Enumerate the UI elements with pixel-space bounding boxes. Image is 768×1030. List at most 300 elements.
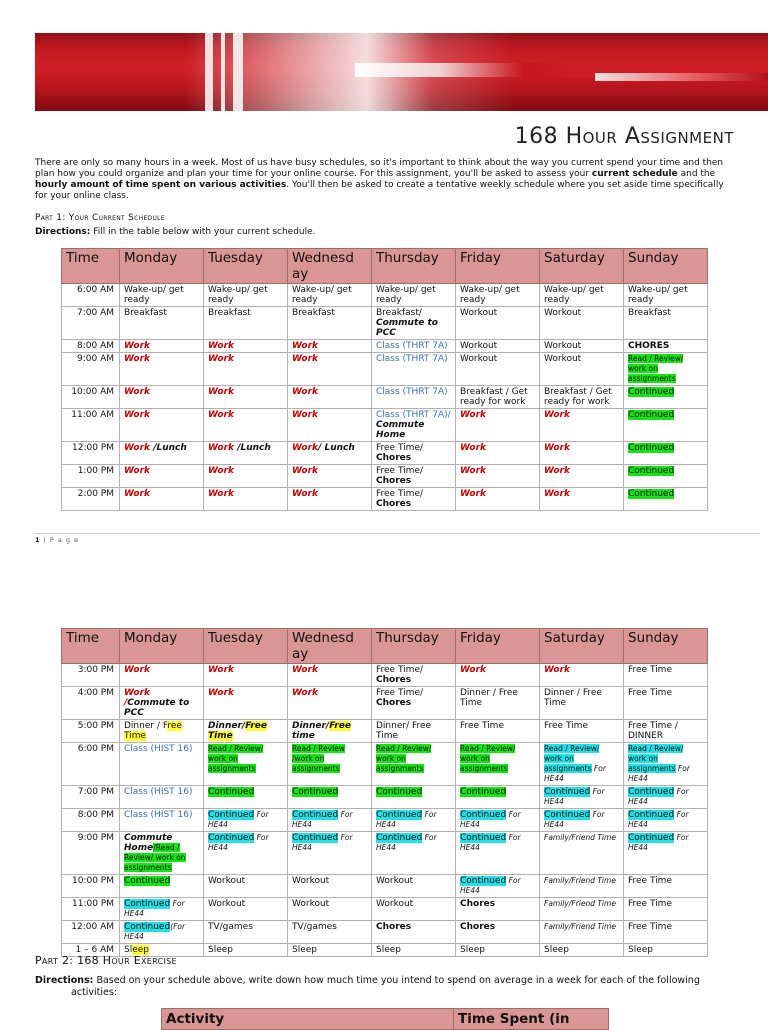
page-footer: 1 | P a g e <box>35 536 80 544</box>
cell-text: Free Time <box>628 899 672 909</box>
schedule-cell <box>288 875 372 898</box>
cell-text: eep <box>132 945 150 955</box>
table-row <box>62 809 708 832</box>
schedule-cell <box>204 720 288 743</box>
cell-text: Work <box>544 665 571 675</box>
schedule-cell <box>288 353 372 386</box>
cell-text: Work <box>124 466 151 476</box>
schedule-cell <box>372 687 456 720</box>
cell-text: For HE44 <box>208 810 269 829</box>
cell-text: Free Time / DINNER <box>628 721 678 741</box>
schedule-cell <box>456 284 540 307</box>
schedule-cell <box>540 307 624 340</box>
cell-text: Dinner/ <box>292 721 330 731</box>
cell-text: Work <box>292 354 319 364</box>
schedule-cell <box>120 743 204 786</box>
cell-text: Wake-up/ get ready <box>376 285 436 305</box>
time-cell: 8:00 AM <box>62 340 120 353</box>
cell-text: Chores <box>376 922 412 932</box>
cell-text: Continued <box>628 410 675 420</box>
cell-text: Continued <box>544 787 591 797</box>
cell-text: For HE44 <box>628 810 689 829</box>
cell-text: Work <box>292 387 319 397</box>
schedule-cell <box>204 307 288 340</box>
schedule-cell <box>540 488 624 511</box>
schedule-cell <box>204 898 288 921</box>
table-header-row <box>62 249 708 284</box>
cell-text: Work <box>124 387 151 397</box>
cell-text: Work <box>208 443 238 453</box>
schedule-cell <box>540 340 624 353</box>
schedule-cell <box>288 832 372 875</box>
schedule-cell <box>624 386 708 409</box>
intro-paragraph: There are only so many hours in a week. Most of us have busy schedules, so it's important to think about the way you current spend your time and then plan how you could organize and plan your time for your online course. For this assignment, you'll be asked to assess your current schedule and the hourly amount of time spent on various activities. You'll then be asked to create a tentative weekly schedule where you set aside time specifically for your online class. <box>35 158 724 201</box>
schedule-cell <box>624 921 708 944</box>
schedule-cell <box>288 386 372 409</box>
cell-text: Work <box>208 489 235 499</box>
table-row <box>62 743 708 786</box>
column-header-day: Thursday <box>372 249 456 284</box>
schedule-cell <box>456 743 540 786</box>
cell-text: Class (THRT 7A) <box>376 387 448 397</box>
column-header-day: Friday <box>456 629 540 664</box>
cell-text: Sleep <box>628 945 654 955</box>
banner-stripe <box>595 73 768 81</box>
cell-text: Free Time/ <box>376 443 424 453</box>
schedule-table-evening <box>61 628 708 957</box>
column-header-day: Saturday <box>540 629 624 664</box>
schedule-cell <box>288 307 372 340</box>
cell-text: Workout <box>292 899 330 909</box>
column-header-day: Sunday <box>624 629 708 664</box>
schedule-cell <box>204 809 288 832</box>
schedule-cell <box>120 340 204 353</box>
schedule-cell <box>372 386 456 409</box>
schedule-cell <box>204 340 288 353</box>
cell-text: Sleep <box>208 945 234 955</box>
cell-text: Wake-up/ get ready <box>124 285 184 305</box>
time-cell: 5:00 PM <box>62 720 120 743</box>
cell-text: Work <box>544 443 571 453</box>
schedule-cell <box>540 786 624 809</box>
table-row <box>62 307 708 340</box>
activity-table <box>161 1008 609 1030</box>
cell-text: Work <box>208 387 235 397</box>
table-header-row <box>62 629 708 664</box>
column-header-day: Wednesd ay <box>288 249 372 284</box>
cell-text: Family/Friend Time <box>544 899 616 908</box>
schedule-cell <box>204 284 288 307</box>
cell-text: For HE44 <box>544 764 606 783</box>
time-cell: 6:00 PM <box>62 743 120 786</box>
schedule-cell <box>540 409 624 442</box>
cell-text: For HE44 <box>460 876 521 895</box>
cell-text: Dinner / F <box>124 721 168 731</box>
schedule-cell <box>540 832 624 875</box>
cell-text: Continued <box>376 833 423 843</box>
cell-text: Free Time <box>544 721 588 731</box>
cell-text: Chores <box>376 453 412 463</box>
cell-text: Workout <box>376 899 414 909</box>
cell-text: Workout <box>460 354 498 364</box>
cell-text: Class (THRT 7A)/ <box>376 410 451 420</box>
cell-text: Family/Friend Time <box>544 833 616 842</box>
schedule-cell <box>120 875 204 898</box>
cell-text: / <box>124 698 128 708</box>
cell-text: Commute Home <box>376 420 425 440</box>
schedule-cell <box>372 465 456 488</box>
schedule-cell <box>456 442 540 465</box>
schedule-cell <box>120 832 204 875</box>
schedule-cell <box>456 409 540 442</box>
schedule-cell <box>540 284 624 307</box>
schedule-cell <box>372 664 456 687</box>
cell-text: Read / Review/ work on assignments <box>628 744 684 773</box>
cell-text: Work <box>292 489 319 499</box>
schedule-cell <box>204 832 288 875</box>
time-cell: 12:00 AM <box>62 921 120 944</box>
schedule-cell <box>456 720 540 743</box>
schedule-cell <box>204 875 288 898</box>
cell-text: For HE44 <box>460 810 521 829</box>
schedule-cell <box>540 687 624 720</box>
schedule-cell <box>204 386 288 409</box>
schedule-cell <box>624 832 708 875</box>
schedule-cell <box>624 442 708 465</box>
cell-text: Continued <box>124 899 171 909</box>
schedule-cell <box>456 687 540 720</box>
schedule-cell <box>372 944 456 957</box>
cell-text: Free Time <box>628 688 672 698</box>
table-row <box>62 409 708 442</box>
table-row <box>62 386 708 409</box>
schedule-cell <box>288 743 372 786</box>
cell-text: Continued <box>628 833 675 843</box>
schedule-cell <box>372 809 456 832</box>
schedule-cell <box>540 442 624 465</box>
schedule-cell <box>120 921 204 944</box>
column-header-day: Monday <box>120 249 204 284</box>
cell-text: For HE44 <box>292 810 353 829</box>
schedule-cell <box>624 307 708 340</box>
time-cell: 2:00 PM <box>62 488 120 511</box>
cell-text: Work <box>292 665 319 675</box>
column-header-day: Friday <box>456 249 540 284</box>
cell-text: Continued <box>292 787 339 797</box>
cell-text: Wake-up/ get ready <box>208 285 268 305</box>
schedule-cell <box>540 465 624 488</box>
cell-text: Work <box>208 688 235 698</box>
schedule-cell <box>204 743 288 786</box>
column-header-day: Wednesd ay <box>288 629 372 664</box>
schedule-cell <box>456 353 540 386</box>
schedule-cell <box>288 340 372 353</box>
schedule-cell <box>204 944 288 957</box>
cell-text: Family/Friend Time <box>544 922 616 931</box>
time-cell: 10:00 AM <box>62 386 120 409</box>
schedule-cell <box>204 442 288 465</box>
schedule-cell <box>624 720 708 743</box>
cell-text: Work <box>124 341 151 351</box>
column-header-time: Time <box>62 629 120 664</box>
schedule-cell <box>372 353 456 386</box>
schedule-cell <box>624 898 708 921</box>
table-row <box>62 921 708 944</box>
cell-text: Breakfast / Get ready for work <box>544 387 612 407</box>
schedule-cell <box>624 743 708 786</box>
schedule-cell <box>372 921 456 944</box>
schedule-cell <box>624 786 708 809</box>
schedule-cell <box>372 786 456 809</box>
schedule-cell <box>120 284 204 307</box>
cell-text: Sleep <box>544 945 570 955</box>
cell-text: Free Time/ <box>376 665 424 675</box>
cell-text: Free Time <box>628 876 672 886</box>
time-cell: 1 – 6 AM <box>62 944 120 957</box>
schedule-table-morning <box>61 248 708 511</box>
table-row <box>62 687 708 720</box>
cell-text: Free Time/ <box>376 688 424 698</box>
column-header-time: Time <box>62 249 120 284</box>
table-row <box>62 340 708 353</box>
time-cell: 3:00 PM <box>62 664 120 687</box>
schedule-cell <box>624 488 708 511</box>
schedule-cell <box>204 786 288 809</box>
column-header-day: Sunday <box>624 249 708 284</box>
time-cell: 7:00 PM <box>62 786 120 809</box>
cell-text: Continued <box>628 387 675 397</box>
cell-text: time <box>292 731 315 741</box>
cell-text: Work <box>124 410 151 420</box>
column-header-day: Thursday <box>372 629 456 664</box>
cell-text: /Lunch <box>153 443 187 453</box>
time-cell: 11:00 AM <box>62 409 120 442</box>
schedule-cell <box>456 921 540 944</box>
cell-text: Class (HIST 16) <box>124 744 193 754</box>
banner-stripe <box>355 63 595 77</box>
schedule-cell <box>372 743 456 786</box>
cell-text: Chores <box>376 476 412 486</box>
cell-text: Dinner / Free Time <box>460 688 518 708</box>
cell-text: Work <box>544 466 571 476</box>
cell-text: Work <box>208 341 235 351</box>
schedule-cell <box>456 898 540 921</box>
column-header-day: Monday <box>120 629 204 664</box>
schedule-cell <box>204 921 288 944</box>
cell-text: Work <box>124 354 151 364</box>
schedule-cell <box>456 944 540 957</box>
part1-heading: Part 1: Your Current Schedule <box>35 213 165 223</box>
time-cell: 10:00 PM <box>62 875 120 898</box>
schedule-cell <box>372 875 456 898</box>
schedule-cell <box>624 687 708 720</box>
cell-text: Continued <box>208 810 255 820</box>
schedule-cell <box>456 307 540 340</box>
schedule-cell <box>288 664 372 687</box>
schedule-cell <box>288 944 372 957</box>
cell-text: Commute to PCC <box>124 698 190 718</box>
cell-text: Continued <box>292 810 339 820</box>
cell-text: Breakfast/ <box>376 308 422 318</box>
schedule-cell <box>624 409 708 442</box>
cell-text: For HE44 <box>376 833 437 852</box>
cell-text: Workout <box>460 341 498 351</box>
schedule-cell <box>204 465 288 488</box>
cell-text: (For HE44 <box>124 922 186 941</box>
cell-text: Free Time/ <box>376 466 424 476</box>
schedule-cell <box>120 307 204 340</box>
schedule-cell <box>204 687 288 720</box>
cell-text: Sl <box>124 945 133 955</box>
part2-heading: Part 2: 168 Hour Exercise <box>35 954 177 967</box>
cell-text: Work <box>460 443 487 453</box>
activity-column-header: Activity <box>162 1009 454 1030</box>
table-row <box>62 720 708 743</box>
cell-text: For HE44 <box>544 810 605 829</box>
time-cell: 9:00 AM <box>62 353 120 386</box>
part1-directions: Directions: Fill in the table below with your current schedule. <box>35 227 316 237</box>
cell-text: For HE44 <box>460 833 521 852</box>
schedule-cell <box>204 409 288 442</box>
cell-text: Workout <box>376 876 414 886</box>
column-header-day: Tuesday <box>204 629 288 664</box>
schedule-cell <box>120 898 204 921</box>
time-spent-column-header: Time Spent (in <box>454 1009 609 1030</box>
schedule-cell <box>456 786 540 809</box>
banner-bar <box>221 33 225 111</box>
cell-text: TV/games <box>208 922 253 932</box>
cell-text: Chores <box>376 675 412 685</box>
cell-text: Family/Friend Time <box>544 876 616 885</box>
schedule-cell <box>456 340 540 353</box>
cell-text: Work <box>544 489 571 499</box>
cell-text: Breakfast <box>292 308 335 318</box>
schedule-cell <box>372 340 456 353</box>
cell-text: Continued <box>460 833 507 843</box>
schedule-cell <box>540 944 624 957</box>
cell-text: Work <box>292 341 319 351</box>
column-header-day: Tuesday <box>204 249 288 284</box>
banner-bar <box>233 33 243 111</box>
cell-text: Work <box>460 489 487 499</box>
schedule-cell <box>372 720 456 743</box>
cell-text: Work <box>124 443 154 453</box>
cell-text: Continued <box>460 876 507 886</box>
table-row <box>62 664 708 687</box>
schedule-cell <box>624 353 708 386</box>
cell-text: Work <box>544 410 571 420</box>
cell-text: Work <box>460 665 487 675</box>
cell-text: For HE44 <box>376 810 437 829</box>
table-row <box>62 442 708 465</box>
time-cell: 1:00 PM <box>62 465 120 488</box>
schedule-cell <box>120 386 204 409</box>
cell-text: Continued <box>208 787 255 797</box>
schedule-cell <box>372 898 456 921</box>
schedule-cell <box>540 386 624 409</box>
cell-text: For HE44 <box>628 787 689 806</box>
cell-text: Breakfast <box>124 308 167 318</box>
cell-text: Workout <box>208 876 246 886</box>
schedule-cell <box>624 465 708 488</box>
schedule-cell <box>120 442 204 465</box>
cell-text: Read / Review/ work on assignments <box>208 744 264 773</box>
cell-text: Free Time <box>208 721 268 741</box>
schedule-cell <box>540 809 624 832</box>
cell-text: Work <box>208 410 235 420</box>
schedule-cell <box>624 664 708 687</box>
table-row <box>62 786 708 809</box>
cell-text: Sleep <box>292 945 318 955</box>
cell-text: Workout <box>208 899 246 909</box>
schedule-cell <box>372 442 456 465</box>
schedule-cell <box>372 488 456 511</box>
cell-text: Continued <box>376 810 423 820</box>
page-title: 168 Hour Assignment <box>514 124 734 149</box>
schedule-cell <box>540 921 624 944</box>
cell-text: Free Time <box>460 721 504 731</box>
cell-text: Work <box>208 665 235 675</box>
cell-text: For HE44 <box>628 764 690 783</box>
schedule-cell <box>456 875 540 898</box>
cell-text: Breakfast <box>628 308 671 318</box>
cell-text: Work <box>124 665 151 675</box>
cell-text: Continued <box>460 787 507 797</box>
page-divider <box>35 533 760 534</box>
cell-text: Wake-up/ get ready <box>460 285 520 305</box>
schedule-cell <box>372 307 456 340</box>
cell-text: Class (HIST 16) <box>124 787 193 797</box>
cell-text: Work <box>124 688 151 698</box>
cell-text: Dinner / Free Time <box>544 688 602 708</box>
schedule-cell <box>624 809 708 832</box>
schedule-cell <box>372 409 456 442</box>
table-row <box>62 488 708 511</box>
schedule-cell <box>540 898 624 921</box>
header-banner <box>35 33 768 111</box>
schedule-cell <box>540 875 624 898</box>
part2-directions: Directions: Based on your schedule above, write down how much time you intend to spend on average in a week for each of the following activities: <box>35 975 700 998</box>
schedule-cell <box>204 664 288 687</box>
cell-text: Continued <box>376 787 423 797</box>
time-cell: 12:00 PM <box>62 442 120 465</box>
table-row <box>62 875 708 898</box>
schedule-cell <box>120 687 204 720</box>
schedule-cell <box>288 921 372 944</box>
schedule-cell <box>624 340 708 353</box>
schedule-cell <box>456 664 540 687</box>
schedule-cell <box>204 353 288 386</box>
cell-text: Chores <box>376 499 412 509</box>
schedule-cell <box>540 743 624 786</box>
cell-text: Free <box>329 721 352 731</box>
cell-text: For HE44 <box>124 899 185 918</box>
table-row <box>62 832 708 875</box>
schedule-cell <box>456 386 540 409</box>
cell-text: Continued <box>460 810 507 820</box>
cell-text: /Read / Review/ work on assignments <box>124 843 186 872</box>
schedule-cell <box>456 465 540 488</box>
cell-text: Work <box>208 466 235 476</box>
cell-text: Class (THRT 7A) <box>376 354 448 364</box>
cell-text: For HE44 <box>292 833 353 852</box>
cell-text: ree Time <box>124 721 182 741</box>
schedule-cell <box>120 720 204 743</box>
cell-text: Read / Review/ work on assignments <box>628 354 684 383</box>
schedule-cell <box>624 284 708 307</box>
time-cell: 6:00 AM <box>62 284 120 307</box>
cell-text: Workout <box>544 341 582 351</box>
